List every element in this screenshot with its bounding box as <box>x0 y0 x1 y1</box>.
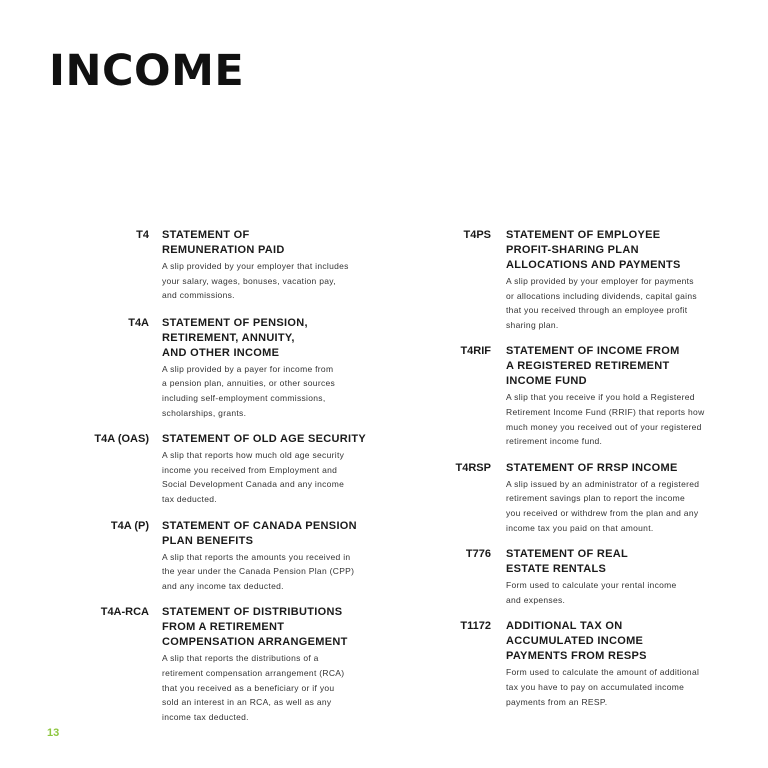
slip-entry <box>415 547 735 607</box>
slip-entry <box>415 228 735 332</box>
slip-code: T4A (P) <box>110 519 149 532</box>
slip-description-line: retirement income fund. <box>506 436 603 447</box>
slip-entry <box>60 228 380 303</box>
slip-entry <box>415 619 735 709</box>
slip-heading-line: STATEMENT OF PENSION, <box>162 316 308 329</box>
slip-heading-line: PLAN BENEFITS <box>162 534 254 547</box>
slip-description-line: or allocations including dividends, capital gains <box>506 290 697 301</box>
slip-heading-line: STATEMENT OF INCOME FROM <box>506 345 680 358</box>
slip-heading <box>162 432 380 447</box>
slip-body <box>506 547 735 607</box>
slip-body <box>506 344 735 448</box>
slip-heading <box>162 316 380 361</box>
slip-description-line: retirement compensation arrangement (RCA) <box>162 667 345 678</box>
slip-heading <box>162 228 380 258</box>
slip-description-line: A slip provided by your employer that includes <box>162 261 349 271</box>
slip-body <box>506 461 735 535</box>
slip-description-line: Retirement Income Fund (RRIF) that reports how <box>506 406 705 417</box>
slip-heading-line: INCOME FUND <box>506 375 587 388</box>
slip-heading-line: PROFIT-SHARING PLAN <box>506 244 639 256</box>
slip-body <box>162 432 380 506</box>
slip-heading-line: FROM A RETIREMENT <box>162 621 285 634</box>
slip-description <box>162 448 380 506</box>
slip-description-line: the year under the Canada Pension Plan (CPP) <box>162 566 355 577</box>
slip-description <box>162 550 380 594</box>
slip-entry <box>60 519 380 594</box>
slip-code: T776 <box>465 548 491 561</box>
slip-description <box>162 259 380 303</box>
slip-description-line: your salary, wages, bonuses, vacation pay, <box>162 275 336 286</box>
slip-body <box>506 228 735 332</box>
slip-code: T4 <box>136 229 149 241</box>
slip-description-line: you received or withdrew from the plan and any <box>506 507 699 518</box>
slip-description-line: Social Development Canada and any income <box>162 479 345 490</box>
slip-description-line: income tax you paid on that amount. <box>506 522 654 533</box>
slip-heading-line: STATEMENT OF OLD AGE SECURITY <box>162 433 367 446</box>
slip-body <box>162 519 380 594</box>
slip-heading-line: STATEMENT OF CANADA PENSION <box>162 519 357 532</box>
left-column <box>60 228 380 724</box>
slip-heading-line: ACCUMULATED INCOME <box>506 635 644 648</box>
slip-heading-line: STATEMENT OF RRSP INCOME <box>506 461 678 474</box>
slip-code: T4RIF <box>460 345 491 358</box>
slip-heading-line: STATEMENT OF <box>162 229 250 241</box>
slip-description-line: including self-employment commissions, <box>162 392 326 403</box>
slip-description-line: A slip that reports how much old age security <box>162 450 345 461</box>
slip-heading <box>506 344 735 389</box>
slip-heading-line: ALLOCATIONS AND PAYMENTS <box>506 259 681 271</box>
slip-description-line: A slip that you receive if you hold a Registered <box>506 392 695 403</box>
slip-heading <box>506 228 735 273</box>
slip-heading-line: REMUNERATION PAID <box>162 244 285 256</box>
slip-heading-line: STATEMENT OF REAL <box>506 548 629 561</box>
slip-heading <box>162 605 380 650</box>
slip-description <box>162 362 380 420</box>
slip-code: T4A <box>128 316 149 329</box>
slip-description-line: that you received through an employee profit <box>506 305 688 316</box>
slip-heading-line: AND OTHER INCOME <box>162 346 280 359</box>
right-column <box>415 228 735 709</box>
slip-heading-line: ESTATE RENTALS <box>506 563 607 576</box>
slip-description <box>162 651 380 724</box>
slip-description-line: and expenses. <box>506 594 566 605</box>
slip-description-line: that you received as a beneficiary or if you <box>162 682 335 693</box>
slip-description-line: income you received from Employment and <box>162 464 338 475</box>
slip-description <box>506 665 735 709</box>
slip-entry <box>60 432 380 506</box>
slip-description-line: sharing plan. <box>506 319 559 330</box>
slip-heading-line: ADDITIONAL TAX ON <box>506 620 623 633</box>
slip-description <box>506 477 735 535</box>
slip-description-line: and commissions. <box>162 290 235 301</box>
slip-heading <box>162 519 380 549</box>
slip-heading <box>506 461 735 476</box>
slip-heading <box>506 619 735 664</box>
slip-description-line: A slip issued by an administrator of a registered <box>506 478 700 489</box>
slip-description-line: A slip provided by a payer for income from <box>162 363 334 374</box>
slip-description <box>506 578 735 607</box>
slip-description-line: payments from an RESP. <box>506 696 608 707</box>
slip-body <box>162 605 380 724</box>
slip-description <box>506 274 735 332</box>
slip-description-line: Form used to calculate the amount of additional <box>506 667 700 678</box>
slip-body <box>506 619 735 709</box>
slip-heading-line: RETIREMENT, ANNUITY, <box>162 331 295 344</box>
page-title: INCOME <box>49 46 245 96</box>
slip-description-line: Form used to calculate your rental income <box>506 580 677 591</box>
slip-code: T4A (OAS) <box>94 433 149 446</box>
slip-description-line: sold an interest in an RCA, as well as any <box>162 697 332 708</box>
slip-heading-line: PAYMENTS FROM RESPS <box>506 650 647 663</box>
page-number: 13 <box>47 727 60 739</box>
slip-entry <box>415 344 735 448</box>
slip-heading-line: STATEMENT OF DISTRIBUTIONS <box>162 606 343 619</box>
slip-heading-line: COMPENSATION ARRANGEMENT <box>162 636 348 649</box>
slip-description-line: retirement savings plan to report the income <box>506 493 686 504</box>
slip-body <box>162 228 380 303</box>
slip-description <box>506 390 735 448</box>
slip-body <box>162 316 380 420</box>
slip-code: T4RSP <box>455 461 491 474</box>
slip-description-line: tax you have to pay on accumulated income <box>506 681 685 692</box>
slip-description-line: tax deducted. <box>162 493 217 504</box>
slip-description-line: A slip provided by your employer for payments <box>506 276 694 286</box>
slip-description-line: A slip that reports the amounts you received in <box>162 551 351 562</box>
slip-description-line: much money you received out of your registered <box>506 421 702 432</box>
slip-code: T1172 <box>460 620 491 633</box>
slip-description-line: and any income tax deducted. <box>162 580 284 591</box>
slip-entry <box>60 605 380 724</box>
slip-entry <box>60 316 380 420</box>
slip-heading-line: STATEMENT OF EMPLOYEE <box>506 229 661 241</box>
slip-description-line: income tax deducted. <box>162 711 249 722</box>
slip-description-line: a pension plan, annuities, or other sources <box>162 378 336 389</box>
slip-code: T4PS <box>463 229 491 241</box>
slip-description-line: scholarships, grants. <box>162 407 247 418</box>
slip-code: T4A-RCA <box>100 606 149 619</box>
slip-description-line: A slip that reports the distributions of a <box>162 653 319 664</box>
slip-heading <box>506 547 735 577</box>
slip-heading-line: A REGISTERED RETIREMENT <box>506 360 670 373</box>
slip-entry <box>415 461 735 535</box>
